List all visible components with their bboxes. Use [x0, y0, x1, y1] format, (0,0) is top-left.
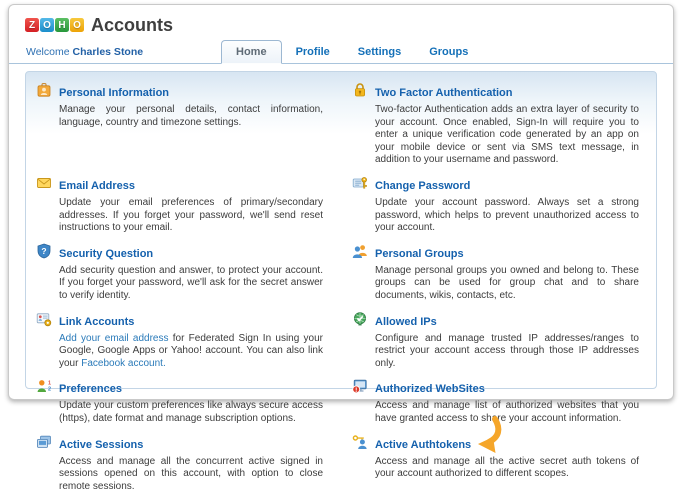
tab-home[interactable]: Home: [221, 40, 282, 64]
tab-profile[interactable]: Profile: [282, 41, 344, 64]
zoho-logo-letter: H: [55, 18, 69, 32]
facebook-account-link[interactable]: Facebook account.: [81, 358, 166, 369]
section-description: Add security question and answer, to protect your account. If you forget your password, we'll ask for the secret answer to verify identity.: [59, 265, 326, 303]
zoho-logo-letter: O: [40, 18, 54, 32]
linked-card-gear-icon: [36, 311, 52, 327]
section-personal-groups: [352, 244, 642, 312]
section-title-link[interactable]: Active Authtokens: [375, 439, 471, 451]
zoho-logo: [25, 18, 84, 32]
section-description: Manage your personal details, contact information, language, country and timezone settings.: [59, 104, 326, 129]
section-description: Update your account password. Always set a strong password, which helps to prevent unauthorized access to your account.: [375, 197, 642, 235]
user-key-icon: [352, 434, 368, 450]
section-description: Manage personal groups you owned and belong to. These groups can be used for group chat and to share documents, wikis, contacts, etc.: [375, 265, 642, 303]
section-active-sessions: [36, 435, 326, 502]
section-change-password: [352, 176, 642, 244]
section-title-link[interactable]: Security Question: [59, 248, 153, 260]
svg-text:?: ?: [41, 246, 46, 256]
monitor-alert-icon: [352, 378, 368, 394]
section-security-question: [36, 244, 326, 312]
user-name: Charles Stone: [73, 46, 144, 58]
section-title-link[interactable]: Link Accounts: [59, 316, 134, 328]
svg-text:!: !: [355, 387, 357, 394]
section-description: Access and manage all the active secret auth tokens of your account authorized to different scopes.: [375, 456, 642, 481]
section-title-link[interactable]: Change Password: [375, 180, 470, 192]
section-description: Access and manage all the concurrent active signed in sessions opened on this account, with option to close remote sessions.: [59, 456, 326, 494]
shield-question-icon: [36, 243, 52, 259]
padlock-icon: [352, 82, 368, 98]
section-description: Configure and manage trusted IP addresses/ranges to restrict your account access through those IP addresses only.: [375, 333, 642, 371]
section-preferences: [36, 379, 326, 434]
section-title-link[interactable]: Active Sessions: [59, 439, 143, 451]
section-email-address: [36, 176, 326, 244]
section-two-factor-authentication: [352, 83, 642, 176]
section-active-authtokens: [352, 435, 642, 502]
keyboard-key-icon: [352, 175, 368, 191]
page-title: Accounts: [91, 15, 173, 36]
zoho-logo-letter: Z: [25, 18, 39, 32]
section-description: [59, 333, 326, 371]
section-title-link[interactable]: Allowed IPs: [375, 316, 437, 328]
welcome-message: [26, 46, 143, 58]
section-link-accounts: [36, 312, 326, 380]
monitors-icon: [36, 434, 52, 450]
section-title-link[interactable]: Email Address: [59, 180, 135, 192]
tab-settings[interactable]: Settings: [344, 41, 415, 64]
envelope-icon: [36, 175, 52, 191]
tab-bar: [221, 40, 482, 64]
zoho-accounts-window: [8, 4, 674, 400]
svg-text:2: 2: [48, 387, 51, 393]
home-sections-panel: [25, 71, 657, 389]
zoho-logo-letter: O: [70, 18, 84, 32]
section-title-link[interactable]: Two Factor Authentication: [375, 87, 513, 99]
section-description: Two-factor Authentication adds an extra layer of security to your account. Once enabled, Sign-In will require you to enter a unique verification code generated by an app on your mobile device or sent via SMS text message, in addition to your username and password.: [375, 104, 642, 167]
section-authorized-websites: [352, 379, 642, 434]
add-email-address-link[interactable]: Add your email address: [59, 333, 169, 344]
section-title-link[interactable]: Authorized WebSites: [375, 383, 485, 395]
link-accounts-description-text: for Federated Sign In using your Google, Google Apps or Yahoo! account. You can also link your: [59, 333, 323, 369]
svg-text:1: 1: [48, 381, 51, 387]
section-allowed-ips: [352, 312, 642, 380]
tab-groups[interactable]: Groups: [415, 41, 482, 64]
header: [9, 5, 673, 37]
section-description: Update your email preferences of primary/secondary addresses. If you forget your password, we'll send reset instructions to your email.: [59, 197, 326, 235]
topbar: [9, 37, 673, 64]
people-icon: [352, 243, 368, 259]
section-description: Access and manage list of authorized websites that you have granted access to share your account information.: [375, 400, 642, 425]
welcome-prefix: Welcome: [26, 46, 70, 58]
section-description: Update your custom preferences like always secure access (https), date format and manage subscription options.: [59, 400, 326, 425]
section-title-link[interactable]: Personal Groups: [375, 248, 464, 260]
section-title-link[interactable]: Preferences: [59, 383, 122, 395]
id-badge-icon: [36, 82, 52, 98]
section-personal-information: [36, 83, 326, 176]
globe-check-icon: [352, 311, 368, 327]
section-title-link[interactable]: Personal Information: [59, 87, 169, 99]
user-preferences-icon: [36, 378, 52, 394]
